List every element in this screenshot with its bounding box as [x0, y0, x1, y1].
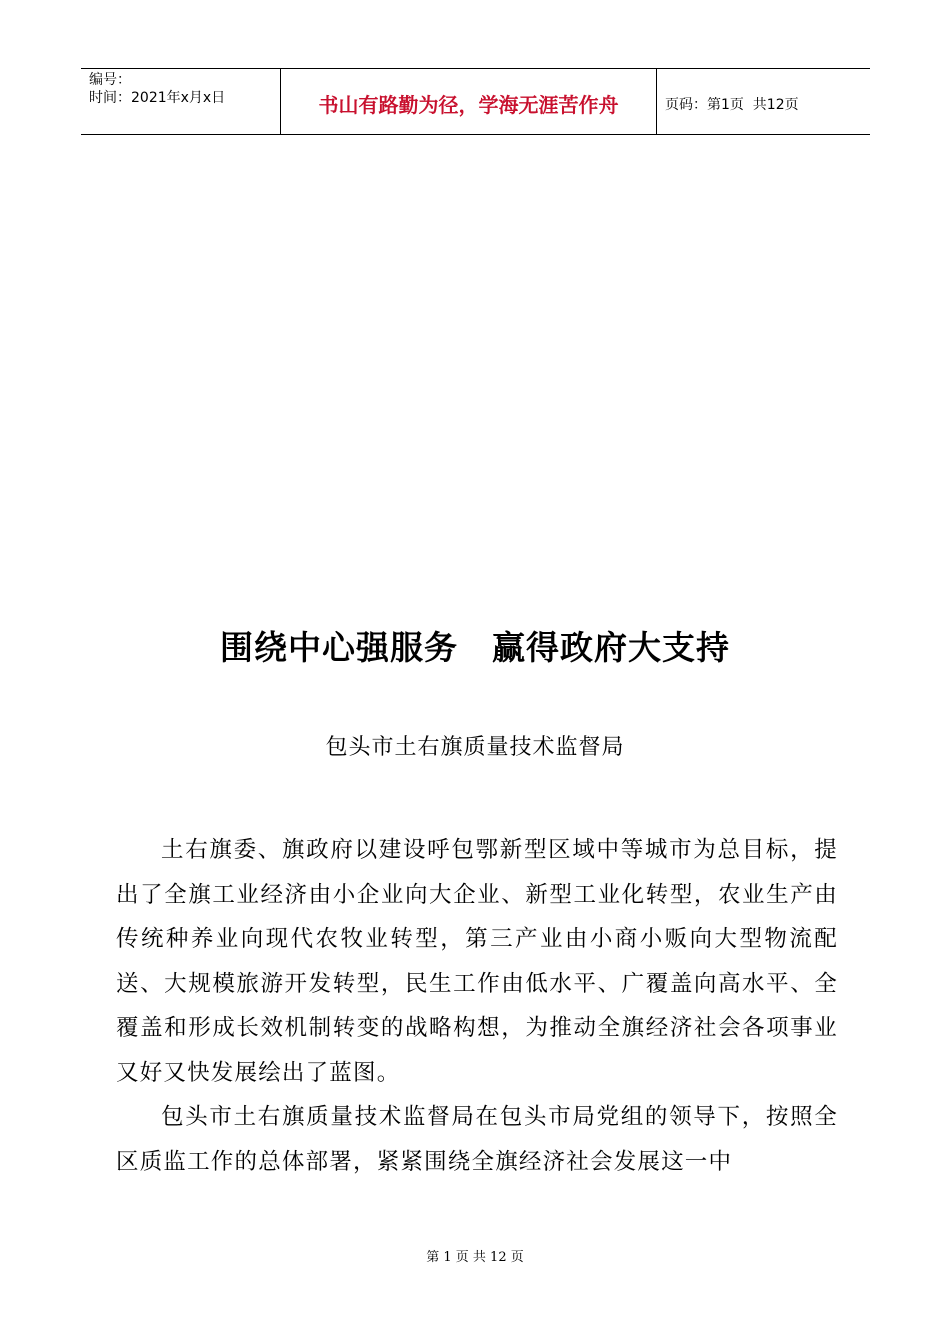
header-page-info: [657, 69, 870, 134]
document-author: 包头市土右旗质量技术监督局: [325, 735, 625, 760]
header-motto: 书山有路勤为径，学海无涯苦作舟: [281, 69, 657, 134]
document-header: [81, 68, 870, 135]
document-time-label: 时间：2021年x月x日: [89, 90, 226, 106]
document-body: [116, 828, 838, 1184]
page-footer: 第 1 页 共 12 页: [426, 1250, 524, 1265]
header-meta: [81, 69, 281, 134]
body-paragraph: 包头市土右旗质量技术监督局在包头市局党组的领导下，按照全区质监工作的总体部署，紧紧围绕全旗经济社会发展这一中: [116, 1104, 838, 1175]
document-title: 围绕中心强服务 赢得政府大支持: [220, 628, 730, 667]
header-page-info-text: 页码：第1页 共12页: [665, 96, 799, 113]
body-paragraph: 土右旗委、旗政府以建设呼包鄂新型区域中等城市为总目标，提出了全旗工业经济由小企业向大企业、新型工业化转型，农业生产由传统种养业向现代农牧业转型，第三产业由小商小贩向大型物流配送、大规模旅游开发转型，民生工作由低水平、广覆盖向高水平、全覆盖和形成长效机制转变的战略构想，为推动全旗经济社会各项事业又好又快发展绘出了蓝图。: [116, 837, 838, 1086]
document-number-label: 编号：: [89, 72, 131, 88]
